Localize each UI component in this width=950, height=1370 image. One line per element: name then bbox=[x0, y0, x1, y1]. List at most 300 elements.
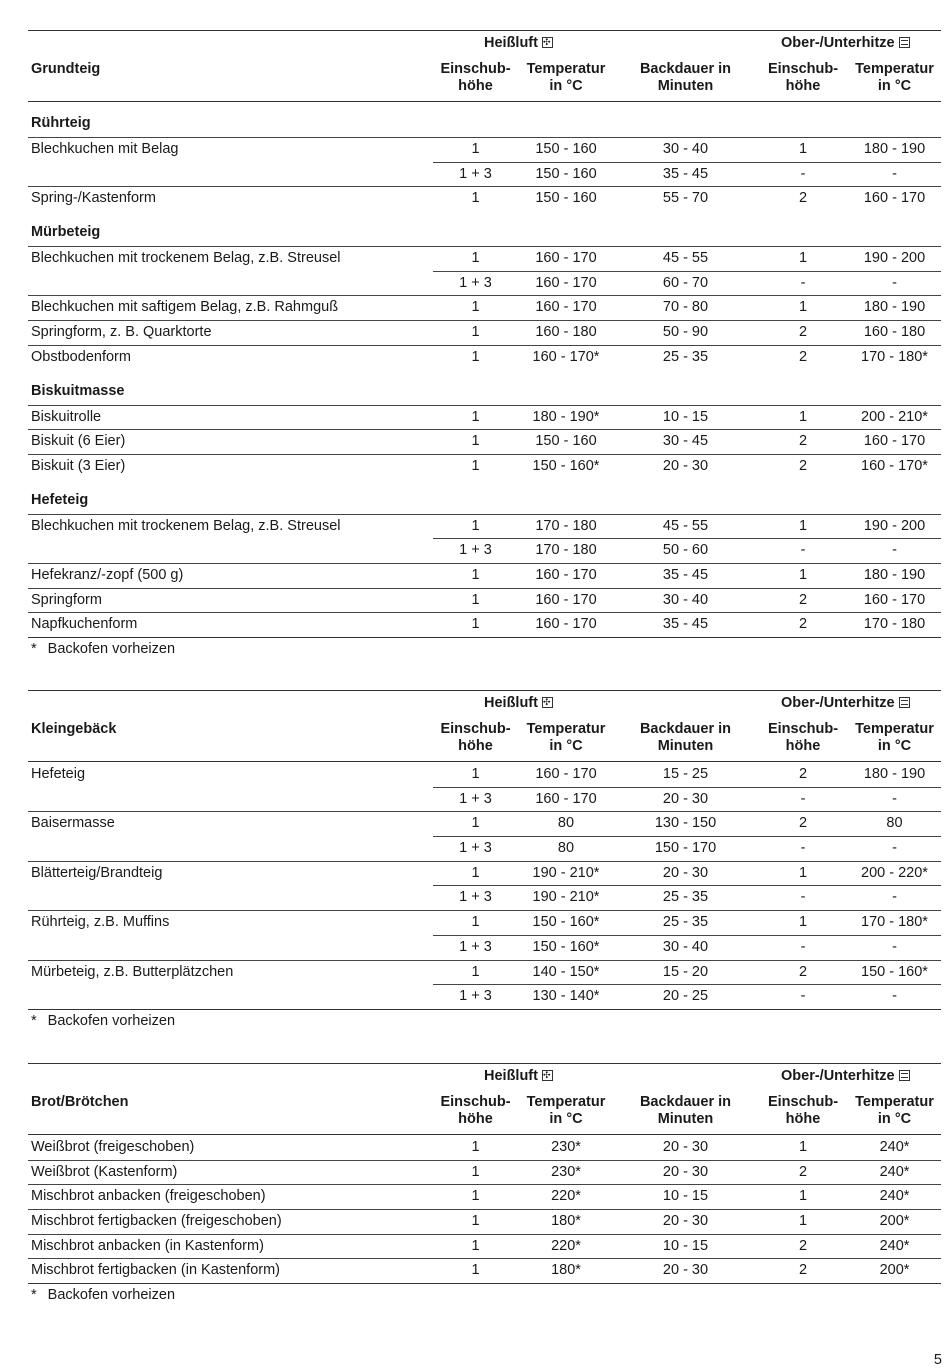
cell-h1: 1 bbox=[471, 299, 480, 316]
cell-h2: 1 bbox=[798, 250, 808, 267]
cell-t1: 150 - 160 bbox=[535, 190, 597, 207]
group-heading-hot-air bbox=[484, 695, 553, 711]
row-name: Weißbrot (Kastenform) bbox=[31, 1163, 178, 1180]
table-row bbox=[28, 935, 941, 960]
row-name: Mischbrot fertigbacken (freigeschoben) bbox=[31, 1213, 282, 1230]
row-divider bbox=[28, 514, 941, 515]
cell-t2: 160 - 170 bbox=[863, 190, 926, 207]
table-row bbox=[28, 787, 941, 812]
table-row bbox=[28, 1258, 941, 1284]
cell-d: 20 - 30 bbox=[662, 1163, 709, 1180]
table-row bbox=[28, 1184, 941, 1209]
cell-t1: 150 - 160 bbox=[535, 433, 597, 450]
cell-h1: 1 + 3 bbox=[459, 542, 492, 559]
row-divider bbox=[28, 563, 941, 564]
row-name: Hefekranz/-zopf (500 g) bbox=[31, 566, 184, 583]
row-name: Napfkuchenform bbox=[31, 616, 138, 633]
cell-h1: 1 bbox=[471, 1163, 480, 1180]
cell-t1: 190 - 210* bbox=[532, 864, 600, 881]
cell-t2: 240* bbox=[879, 1139, 910, 1155]
table-row bbox=[28, 910, 941, 935]
cell-t1: 140 - 150* bbox=[532, 963, 600, 980]
cell-h2: 1 bbox=[798, 141, 808, 157]
table-row bbox=[28, 454, 941, 479]
cell-t2: 170 - 180 bbox=[863, 616, 926, 633]
cell-h2: 1 bbox=[798, 517, 808, 534]
fan-icon bbox=[542, 697, 553, 708]
cell-d: 30 - 40 bbox=[662, 938, 709, 955]
section-heading bbox=[28, 102, 941, 137]
row-name: Mischbrot anbacken (in Kastenform) bbox=[31, 1237, 264, 1254]
table-row bbox=[28, 405, 941, 430]
column-heading-h2: Einschub- höhe bbox=[767, 61, 839, 94]
table-row bbox=[28, 246, 941, 271]
cell-h2: 1 bbox=[798, 408, 808, 425]
table-row bbox=[28, 1209, 941, 1234]
footnote-marker: * bbox=[31, 1287, 37, 1304]
row-divider bbox=[28, 811, 941, 812]
footnote bbox=[31, 1287, 944, 1303]
cell-h2: - bbox=[800, 542, 806, 559]
row-divider bbox=[433, 935, 941, 936]
column-heading-t2: Temperatur in °C bbox=[855, 61, 934, 94]
row-divider bbox=[28, 588, 941, 589]
cell-d: 130 - 150 bbox=[654, 815, 717, 832]
table-row bbox=[28, 514, 941, 539]
table-header bbox=[28, 690, 941, 762]
row-name: Mischbrot fertigbacken (in Kastenform) bbox=[31, 1262, 281, 1279]
row-name: Mürbeteig, z.B. Butterplätzchen bbox=[31, 963, 234, 980]
row-divider bbox=[28, 405, 941, 406]
cell-d: 50 - 90 bbox=[662, 324, 709, 341]
footnote-text: Backofen vorheizen bbox=[47, 641, 176, 657]
row-name: Blätterteig/Brandteig bbox=[31, 864, 163, 881]
cell-h2: - bbox=[800, 889, 806, 906]
row-divider bbox=[28, 246, 941, 247]
column-heading-t2: Temperatur in °C bbox=[855, 1094, 934, 1127]
row-divider bbox=[28, 186, 941, 187]
cell-d: 35 - 45 bbox=[662, 165, 709, 182]
cell-h1: 1 bbox=[471, 864, 480, 881]
group-heading-label: Heißluft bbox=[484, 35, 538, 51]
cell-h1: 1 bbox=[471, 1139, 480, 1155]
table-row bbox=[28, 762, 941, 787]
footnote bbox=[31, 641, 944, 657]
cell-h2: 2 bbox=[798, 1262, 808, 1279]
row-name: Blechkuchen mit Belag bbox=[31, 141, 179, 157]
cell-h2: 1 bbox=[798, 914, 808, 931]
cell-d: 10 - 15 bbox=[662, 1237, 709, 1254]
cell-t1: 160 - 170 bbox=[535, 250, 597, 267]
cell-t2: 180 - 190 bbox=[863, 566, 926, 583]
cell-t2: 80 bbox=[886, 815, 903, 832]
cell-t1: 150 - 160* bbox=[532, 457, 600, 474]
row-divider bbox=[433, 885, 941, 886]
cell-d: 30 - 40 bbox=[662, 591, 709, 608]
table-row bbox=[28, 162, 941, 187]
cell-t1: 230* bbox=[551, 1163, 581, 1180]
row-name: Rührteig, z.B. Muffins bbox=[31, 914, 170, 931]
cell-t1: 220* bbox=[551, 1237, 581, 1254]
row-name: Hefeteig bbox=[31, 766, 86, 782]
cell-h2: 2 bbox=[798, 616, 808, 633]
group-heading-top-bottom-heat bbox=[781, 695, 910, 711]
cell-d: 15 - 25 bbox=[662, 766, 709, 782]
cell-t1: 150 - 160* bbox=[532, 938, 600, 955]
row-name: Springform, z. B. Quarktorte bbox=[31, 324, 212, 341]
cell-t1: 170 - 180 bbox=[535, 542, 597, 559]
cell-d: 60 - 70 bbox=[662, 274, 709, 291]
cell-h1: 1 + 3 bbox=[459, 790, 492, 807]
top-bottom-heat-icon bbox=[899, 1070, 910, 1081]
cell-h1: 1 + 3 bbox=[459, 938, 492, 955]
cell-t2: 180 - 190 bbox=[863, 766, 926, 782]
table-row bbox=[28, 1135, 941, 1160]
cell-h2: 1 bbox=[798, 864, 808, 881]
cell-t2: 150 - 160* bbox=[861, 963, 928, 980]
cell-h1: 1 bbox=[471, 250, 480, 267]
cell-d: 15 - 20 bbox=[662, 963, 709, 980]
column-heading-t1: Temperatur in °C bbox=[526, 721, 606, 754]
row-divider bbox=[28, 1234, 941, 1235]
footnote-text: Backofen vorheizen bbox=[47, 1012, 176, 1029]
cell-h2: 2 bbox=[798, 190, 808, 207]
cell-t1: 150 - 160 bbox=[535, 141, 597, 157]
cell-d: 45 - 55 bbox=[662, 517, 709, 534]
cell-h2: 1 bbox=[798, 1139, 808, 1155]
section-heading bbox=[28, 370, 941, 405]
cell-h1: 1 + 3 bbox=[459, 840, 492, 857]
cell-d: 25 - 35 bbox=[662, 348, 709, 365]
group-heading-top-bottom-heat bbox=[781, 35, 910, 51]
cell-h1: 1 bbox=[471, 963, 480, 980]
cell-t1: 130 - 140* bbox=[532, 988, 600, 1005]
cell-h1: 1 bbox=[471, 348, 480, 365]
column-heading-h2: Einschub- höhe bbox=[767, 721, 839, 754]
cell-d: 25 - 35 bbox=[662, 914, 709, 931]
cell-t2: 240* bbox=[879, 1188, 910, 1205]
cell-d: 150 - 170 bbox=[654, 840, 717, 857]
column-heading-d: Backdauer in Minuten bbox=[639, 721, 732, 754]
cell-d: 20 - 30 bbox=[662, 1262, 709, 1279]
cell-h2: 2 bbox=[798, 766, 808, 782]
cell-d: 20 - 25 bbox=[662, 988, 709, 1005]
cell-t1: 170 - 180 bbox=[535, 517, 597, 534]
cell-t2: 190 - 200 bbox=[863, 517, 926, 534]
table-row bbox=[28, 563, 941, 588]
table-row bbox=[28, 861, 941, 886]
cell-h2: - bbox=[800, 165, 806, 182]
row-divider bbox=[433, 271, 941, 272]
cell-h1: 1 bbox=[471, 408, 480, 425]
section-title: Biskuitmasse bbox=[31, 382, 125, 399]
footnote bbox=[31, 1013, 944, 1029]
row-name: Baisermasse bbox=[31, 815, 115, 832]
cell-h2: 2 bbox=[798, 591, 808, 608]
cell-d: 35 - 45 bbox=[662, 566, 709, 583]
row-divider bbox=[28, 295, 941, 296]
cell-h1: 1 bbox=[471, 766, 480, 782]
row-divider bbox=[28, 345, 941, 346]
fan-icon bbox=[542, 37, 553, 48]
footnote-marker: * bbox=[31, 1012, 37, 1029]
cell-d: 50 - 60 bbox=[662, 542, 709, 559]
cell-h1: 1 bbox=[471, 591, 480, 608]
table-row bbox=[28, 271, 941, 296]
row-divider bbox=[28, 454, 941, 455]
cell-h2: 2 bbox=[798, 815, 808, 832]
cell-h2: 1 bbox=[798, 1213, 808, 1230]
cell-h2: 1 bbox=[798, 566, 808, 583]
cell-t2: 160 - 170* bbox=[861, 457, 928, 474]
table-row bbox=[28, 186, 941, 211]
cell-t1: 160 - 170 bbox=[535, 591, 597, 608]
cell-h1: 1 + 3 bbox=[459, 988, 492, 1005]
row-divider bbox=[433, 984, 941, 985]
table bbox=[28, 1063, 941, 1303]
cell-h1: 1 bbox=[471, 190, 480, 207]
table-row bbox=[28, 345, 941, 370]
row-divider bbox=[28, 910, 941, 911]
cell-t2: 240* bbox=[879, 1237, 910, 1254]
column-heading-h1: Einschub- höhe bbox=[440, 721, 511, 754]
section-title: Hefeteig bbox=[31, 491, 89, 508]
cell-t2: 160 - 170 bbox=[863, 433, 926, 450]
cell-d: 20 - 30 bbox=[662, 864, 709, 881]
section-title: Rührteig bbox=[31, 115, 91, 131]
table-header bbox=[28, 30, 941, 102]
cell-h2: - bbox=[800, 790, 806, 807]
cell-t2: 200* bbox=[879, 1213, 910, 1230]
group-heading-label: Ober-/Unterhitze bbox=[781, 35, 895, 51]
row-divider bbox=[28, 429, 941, 430]
cell-h2: 2 bbox=[798, 457, 808, 474]
cell-h2: 2 bbox=[798, 348, 808, 365]
cell-d: 45 - 55 bbox=[662, 250, 709, 267]
cell-t1: 160 - 170* bbox=[532, 348, 600, 365]
category-heading: Grundteig bbox=[31, 61, 101, 77]
cell-d: 30 - 40 bbox=[662, 141, 709, 157]
cell-d: 10 - 15 bbox=[662, 408, 709, 425]
cell-t2: 240* bbox=[879, 1163, 910, 1180]
cell-t1: 160 - 170 bbox=[535, 616, 597, 633]
group-heading-label: Heißluft bbox=[484, 695, 538, 711]
row-divider bbox=[28, 960, 941, 961]
table-row bbox=[28, 538, 941, 563]
cell-t1: 160 - 180 bbox=[535, 324, 597, 341]
row-name: Weißbrot (freigeschoben) bbox=[31, 1139, 195, 1155]
cell-h1: 1 bbox=[471, 566, 480, 583]
cell-h1: 1 bbox=[471, 1188, 480, 1205]
row-divider bbox=[433, 538, 941, 539]
cell-t1: 180 - 190* bbox=[532, 408, 600, 425]
row-name: Biskuitrolle bbox=[31, 408, 102, 425]
cell-t2: - bbox=[892, 889, 897, 906]
cell-t2: - bbox=[892, 274, 897, 291]
cell-d: 20 - 30 bbox=[662, 1139, 709, 1155]
cell-h2: - bbox=[800, 938, 806, 955]
fan-icon bbox=[542, 1070, 553, 1081]
cell-t2: 180 - 190 bbox=[863, 141, 926, 157]
cell-t1: 80 bbox=[557, 840, 575, 857]
row-divider bbox=[28, 1209, 941, 1210]
column-heading-h1: Einschub- höhe bbox=[440, 61, 511, 94]
footnote-text: Backofen vorheizen bbox=[47, 1287, 176, 1304]
cell-t2: 200 - 220* bbox=[861, 864, 928, 881]
cell-d: 70 - 80 bbox=[662, 299, 709, 316]
cell-t1: 160 - 170 bbox=[535, 566, 597, 583]
cell-h2: 2 bbox=[798, 1237, 808, 1254]
cell-t1: 190 - 210* bbox=[532, 889, 600, 906]
table-row bbox=[28, 836, 941, 861]
cell-h1: 1 bbox=[471, 616, 480, 633]
cell-h1: 1 bbox=[471, 815, 480, 832]
top-bottom-heat-icon bbox=[899, 37, 910, 48]
cell-h1: 1 bbox=[471, 1237, 480, 1254]
row-name: Blechkuchen mit saftigem Belag, z.B. Rahmguß bbox=[31, 299, 339, 316]
cell-h2: - bbox=[800, 840, 806, 857]
table-row bbox=[28, 612, 941, 638]
cell-d: 20 - 30 bbox=[662, 457, 709, 474]
column-heading-t1: Temperatur in °C bbox=[526, 1094, 606, 1127]
cell-t1: 180* bbox=[551, 1262, 581, 1279]
page-number: 5 bbox=[933, 1352, 942, 1368]
row-name: Blechkuchen mit trockenem Belag, z.B. Streusel bbox=[31, 250, 341, 267]
table-header bbox=[28, 1063, 941, 1135]
column-heading-d: Backdauer in Minuten bbox=[639, 61, 732, 94]
cell-t2: - bbox=[892, 165, 897, 182]
cell-t2: - bbox=[892, 988, 897, 1005]
section-title: Mürbeteig bbox=[31, 224, 101, 241]
top-bottom-heat-icon bbox=[899, 697, 910, 708]
cell-d: 20 - 30 bbox=[662, 790, 709, 807]
category-heading: Kleingebäck bbox=[31, 721, 117, 737]
cell-d: 25 - 35 bbox=[662, 889, 709, 906]
table bbox=[28, 690, 941, 1029]
table-row bbox=[28, 811, 941, 836]
table-row bbox=[28, 295, 941, 320]
category-heading: Brot/Brötchen bbox=[31, 1094, 129, 1110]
cell-t2: 160 - 170 bbox=[863, 591, 926, 608]
cell-t2: 170 - 180* bbox=[861, 348, 928, 365]
group-heading-label: Ober-/Unterhitze bbox=[781, 695, 895, 711]
cell-h2: 2 bbox=[798, 963, 808, 980]
cell-t2: 170 - 180* bbox=[861, 914, 928, 931]
table-row bbox=[28, 960, 941, 985]
cell-t1: 150 - 160 bbox=[535, 165, 597, 182]
group-heading-label: Heißluft bbox=[484, 1068, 538, 1084]
cell-h2: 1 bbox=[798, 299, 808, 316]
row-divider bbox=[28, 1160, 941, 1161]
cell-t2: 190 - 200 bbox=[863, 250, 926, 267]
row-divider bbox=[28, 137, 941, 138]
cell-d: 55 - 70 bbox=[662, 190, 709, 207]
row-name: Spring-/Kastenform bbox=[31, 190, 156, 207]
row-name: Biskuit (3 Eier) bbox=[31, 457, 126, 474]
cell-d: 30 - 45 bbox=[662, 433, 709, 450]
cell-t1: 160 - 170 bbox=[535, 274, 597, 291]
cell-h2: 2 bbox=[798, 1163, 808, 1180]
cell-h1: 1 bbox=[471, 914, 480, 931]
row-divider bbox=[28, 612, 941, 613]
cell-t1: 160 - 170 bbox=[535, 766, 597, 782]
row-name: Blechkuchen mit trockenem Belag, z.B. Streusel bbox=[31, 517, 341, 534]
cell-h1: 1 + 3 bbox=[459, 274, 492, 291]
group-heading-top-bottom-heat bbox=[781, 1068, 910, 1084]
cell-h2: 1 bbox=[798, 1188, 808, 1205]
cell-h2: - bbox=[800, 274, 806, 291]
row-name: Biskuit (6 Eier) bbox=[31, 433, 126, 450]
column-heading-h2: Einschub- höhe bbox=[767, 1094, 839, 1127]
group-heading-label: Ober-/Unterhitze bbox=[781, 1068, 895, 1084]
table-row bbox=[28, 429, 941, 454]
cell-t2: - bbox=[892, 542, 897, 559]
footnote-marker: * bbox=[31, 641, 37, 657]
table-row bbox=[28, 885, 941, 910]
row-divider bbox=[28, 1258, 941, 1259]
cell-h1: 1 + 3 bbox=[459, 889, 492, 906]
table-row bbox=[28, 1160, 941, 1185]
cell-h1: 1 bbox=[471, 1262, 480, 1279]
table-row bbox=[28, 1234, 941, 1259]
cell-t1: 160 - 170 bbox=[535, 299, 597, 316]
cell-t1: 180* bbox=[551, 1213, 581, 1230]
group-heading-hot-air bbox=[484, 1068, 553, 1084]
row-name: Mischbrot anbacken (freigeschoben) bbox=[31, 1188, 266, 1205]
column-heading-h1: Einschub- höhe bbox=[440, 1094, 511, 1127]
row-divider bbox=[28, 320, 941, 321]
table-row bbox=[28, 320, 941, 345]
cell-h2: - bbox=[800, 988, 806, 1005]
row-divider bbox=[433, 787, 941, 788]
cell-h1: 1 bbox=[471, 457, 480, 474]
section-heading bbox=[28, 211, 941, 246]
cell-h1: 1 bbox=[471, 1213, 480, 1230]
cell-h1: 1 bbox=[471, 141, 480, 157]
cell-t2: 200* bbox=[879, 1262, 910, 1279]
cell-h1: 1 + 3 bbox=[459, 165, 492, 182]
cell-t1: 80 bbox=[557, 815, 575, 832]
cell-t2: - bbox=[892, 790, 897, 807]
cell-h2: 2 bbox=[798, 324, 808, 341]
column-heading-d: Backdauer in Minuten bbox=[639, 1094, 732, 1127]
cell-d: 10 - 15 bbox=[662, 1188, 709, 1205]
group-heading-hot-air bbox=[484, 35, 553, 51]
cell-t1: 230* bbox=[551, 1139, 581, 1155]
table-row bbox=[28, 984, 941, 1010]
row-divider bbox=[433, 836, 941, 837]
cell-t2: 160 - 180 bbox=[863, 324, 926, 341]
table bbox=[28, 30, 941, 657]
cell-h2: 2 bbox=[798, 433, 808, 450]
column-heading-t2: Temperatur in °C bbox=[855, 721, 934, 754]
row-name: Obstbodenform bbox=[31, 348, 131, 365]
cell-t2: 200 - 210* bbox=[861, 408, 928, 425]
cell-t1: 220* bbox=[551, 1188, 581, 1205]
section-heading bbox=[28, 479, 941, 514]
column-heading-t1: Temperatur in °C bbox=[526, 61, 606, 94]
cell-h1: 1 bbox=[471, 517, 480, 534]
row-divider bbox=[28, 1184, 941, 1185]
cell-d: 35 - 45 bbox=[662, 616, 709, 633]
row-divider bbox=[433, 162, 941, 163]
cell-h1: 1 bbox=[471, 433, 480, 450]
cell-t1: 150 - 160* bbox=[532, 914, 600, 931]
table-row bbox=[28, 137, 941, 162]
row-name: Springform bbox=[31, 591, 102, 608]
cell-t1: 160 - 170 bbox=[535, 790, 597, 807]
cell-t2: - bbox=[892, 938, 897, 955]
